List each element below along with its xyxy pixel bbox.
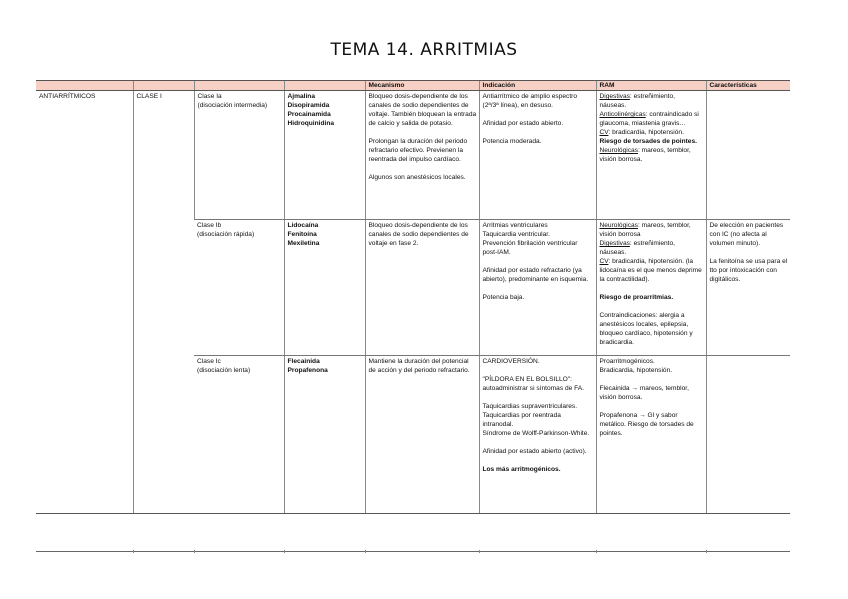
header-indicacion: Indicación — [479, 81, 596, 91]
ram-cv — [600, 257, 704, 284]
drugs-cell: Flecainida Propafenona — [284, 356, 365, 514]
ram-label: Digestivas — [599, 240, 630, 247]
header-cell — [36, 81, 133, 91]
indicacion-text: Arritmias ventriculares Taquicardia ventricular. Prevención fibrilación ventricular post-IAM. — [482, 222, 578, 256]
page-title: TEMA 14. ARRITMIAS — [330, 40, 518, 60]
header-cell — [194, 81, 284, 91]
header-mecanismo: Mecanismo — [365, 81, 479, 91]
mecanismo-cell — [365, 220, 479, 356]
ram-text: : mareos, temblor, visión borrosa — [599, 222, 691, 238]
ram-anticolinergicas — [600, 110, 704, 128]
ram-label: Anticolinérgicas — [599, 111, 646, 118]
header-cell — [284, 81, 365, 91]
ram-cell — [596, 91, 706, 220]
ram-flecainida: Flecainida → mareos, temblor, visión borrosa. — [599, 385, 689, 401]
ram-digestivas — [600, 92, 704, 110]
indicacion-text: Antiarrítmico de amplio espectro (2ª/3ª línea), en desuso. — [482, 93, 578, 109]
ram-contraindicaciones: Contraindicaciones: alergia a anestésicos locales, epilepsia, bloqueo cardíaco, hipotensión y bradicardia. — [599, 312, 693, 346]
ram-text: Proarritmogénicos. Bradicardia, hipotensión. — [599, 358, 673, 374]
ram-label: CV — [599, 129, 609, 136]
drugs-cell: Lidocaína Fenitoína Mexiletina — [284, 220, 365, 356]
ram-cell — [596, 356, 706, 514]
header-ram: RAM — [596, 81, 706, 91]
caracteristicas-cell — [706, 356, 790, 514]
indicacion-text: CARDIOVERSIÓN. — [482, 358, 540, 365]
mecanismo-text: Prolongan la duración del periodo refractario efectivo. Previenen la reentrada del impulso cardíaco. — [368, 138, 468, 163]
ram-label: Neurológicas — [599, 147, 638, 154]
caracteristicas-cell — [706, 220, 790, 356]
indicacion-text: Afinidad por estado abierto (activo). — [482, 448, 587, 455]
subclase-cell: Clase Ib (disociación rápida) — [194, 220, 284, 356]
ram-digestivas — [600, 239, 704, 257]
clase-label: CLASE I — [133, 91, 194, 514]
indicacion-bold: Los más arritmogénicos. — [482, 466, 561, 473]
mecanismo-text: Bloqueo dosis-dependiente de los canales de sodio dependientes de voltaje. También bloquean la entrada de calcio y salida de potasio. — [368, 93, 477, 127]
ram-propafenona: Propafenona → Gl y sabor metálico. Riesgo de torsades de pointes. — [599, 412, 694, 437]
ram-proarritmias: Riesgo de proarritmias. — [599, 294, 674, 301]
indicacion-text: Taquicardias supraventriculares. Taquicardias por reentrada intranodal. Síndrome de Wolff-Parkinson-White. — [482, 403, 590, 437]
mecanismo-cell — [365, 91, 479, 220]
ram-cv — [600, 128, 704, 137]
header-caracteristicas: Características — [706, 81, 790, 91]
ram-text: : bradicardia, hipotensión. (la lidocaína es el que menos deprime la contractilidad). — [599, 258, 702, 283]
mecanismo-cell — [365, 356, 479, 514]
header-cell — [133, 81, 194, 91]
indicacion-cell — [479, 356, 596, 514]
indicacion-text: Potencia moderada. — [482, 138, 542, 145]
group-label: ANTIARRÍTMICOS — [36, 91, 133, 514]
ram-neurologicas — [600, 146, 704, 164]
subclase-cell: Clase Ic (disociación lenta) — [194, 356, 284, 514]
ram-text: : mareos, temblor, visión borrosa. — [599, 147, 691, 163]
mecanismo-text: Algunos son anestésicos locales. — [368, 174, 466, 181]
indicacion-text: Afinidad por estado refractario (ya abierto), predominante en isquemia. — [482, 267, 589, 283]
indicacion-text: "PÍLDORA EN EL BOLSILLO": autoadministrar si síntomas de FA. — [482, 376, 585, 392]
mecanismo-text: Bloqueo dosis-dependiente de los canales de sodio dependientes de voltaje en fase 2. — [368, 222, 469, 247]
ram-label: Neurológicas — [599, 222, 638, 229]
ram-text: : estreñimiento, náuseas. — [599, 240, 675, 256]
ram-text: : contraindicado si glaucoma, miastenia gravis… — [599, 111, 699, 127]
indicacion-cell — [479, 220, 596, 356]
ram-label: Digestivas — [599, 93, 630, 100]
mecanismo-text: Mantiene la duración del potencial de acción y del periodo refractario. — [368, 358, 470, 374]
footer-divider — [36, 551, 790, 552]
drugs-cell: Ajmalina Disopiramida Procainamida Hidroquinidina — [284, 91, 365, 220]
indicacion-cell — [479, 91, 596, 220]
indicacion-text: Afinidad por estado abierto. — [482, 120, 564, 127]
arrhythmia-table — [36, 80, 790, 514]
caracteristicas-cell — [706, 91, 790, 220]
caracteristicas-text: La fenitoína se usa para el tto por intoxicación con digitálicos. — [709, 258, 788, 283]
ram-text: : estreñimiento, náuseas. — [599, 93, 675, 109]
table-header-row — [36, 81, 790, 91]
indicacion-text: Potencia baja. — [482, 294, 525, 301]
caracteristicas-text: De elección en pacientes con IC (no afecta al volumen minuto). — [709, 222, 784, 247]
ram-cell — [596, 220, 706, 356]
subclase-cell: Clase Ia (disociación intermedia) — [194, 91, 284, 220]
ram-label: CV — [599, 258, 609, 265]
ram-torsades: Riesgo de torsades de pointes. — [599, 138, 697, 145]
ram-text: : bradicardia, hipotensión. — [608, 129, 684, 136]
ram-neurologicas — [600, 221, 704, 239]
table-row — [36, 91, 790, 220]
